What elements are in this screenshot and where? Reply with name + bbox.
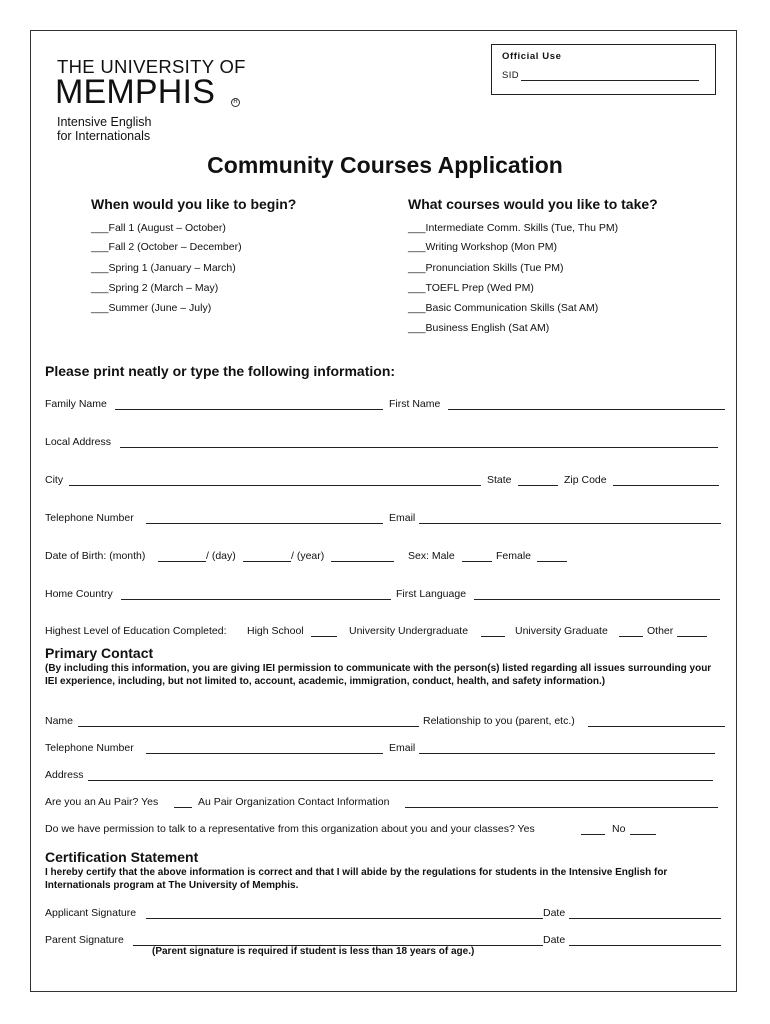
- official-use-label: Official Use: [502, 51, 562, 62]
- logo-memphis: MEMPHIS: [55, 73, 216, 111]
- family-name-label: Family Name: [45, 398, 107, 410]
- logo-program-line2: for Internationals: [57, 129, 151, 143]
- email-field[interactable]: [419, 523, 721, 524]
- education-undergrad-label: University Undergraduate: [349, 625, 469, 637]
- begin-option-label: Spring 2 (March – May): [108, 282, 219, 294]
- state-field[interactable]: [518, 485, 558, 486]
- email-label: Email: [389, 512, 416, 524]
- info-heading: Please print neatly or type the following information:: [45, 363, 396, 379]
- applicant-date-field[interactable]: [569, 918, 721, 919]
- contact-name-label: Name: [45, 715, 74, 727]
- course-option-label: Writing Workshop (Mon PM): [425, 241, 558, 253]
- sex-female-label: Female: [496, 550, 532, 562]
- course-option-label: Pronunciation Skills (Tue PM): [425, 262, 564, 274]
- logo-program: [57, 115, 217, 143]
- permission-yes-field[interactable]: [581, 834, 605, 835]
- education-undergrad-field[interactable]: [481, 636, 505, 637]
- au-pair-info-label: Au Pair Organization Contact Information: [198, 796, 390, 808]
- begin-option-label: Summer (June – July): [108, 302, 212, 314]
- contact-email-field[interactable]: [419, 753, 715, 754]
- dob-month-label: Date of Birth: (month): [45, 550, 146, 562]
- education-other-label: Other: [647, 625, 674, 637]
- dob-month-field[interactable]: [158, 561, 206, 562]
- parent-signature-label: Parent Signature: [45, 934, 124, 946]
- sid-field[interactable]: [521, 80, 699, 81]
- first-language-label: First Language: [396, 588, 467, 600]
- permission-no-field[interactable]: [630, 834, 656, 835]
- contact-name-field[interactable]: [78, 726, 419, 727]
- local-address-field[interactable]: [120, 447, 718, 448]
- contact-email-label: Email: [389, 742, 416, 754]
- dob-day-label: / (day): [206, 550, 236, 562]
- course-option-toefl[interactable]: ___TOEFL Prep (Wed PM): [408, 282, 534, 294]
- begin-option-label: Spring 1 (January – March): [108, 262, 236, 274]
- au-pair-label: Are you an Au Pair? Yes: [45, 796, 159, 808]
- applicant-signature-label: Applicant Signature: [45, 907, 137, 919]
- sex-male-label: Sex: Male: [408, 550, 455, 562]
- registered-mark: R: [231, 98, 240, 107]
- education-other-field[interactable]: [677, 636, 707, 637]
- logo-program-line1: Intensive English: [57, 115, 152, 129]
- begin-option-fall2[interactable]: ___Fall 2 (October – December): [91, 241, 242, 253]
- relationship-label: Relationship to you (parent, etc.): [423, 715, 575, 727]
- city-field[interactable]: [69, 485, 481, 486]
- relationship-field[interactable]: [588, 726, 725, 727]
- parent-date-label: Date: [543, 934, 566, 946]
- education-label: Highest Level of Education Completed:: [45, 625, 227, 637]
- au-pair-info-field[interactable]: [405, 807, 718, 808]
- page-title: Community Courses Application: [207, 152, 563, 178]
- sex-male-field[interactable]: [462, 561, 492, 562]
- official-use-box: [491, 44, 716, 95]
- first-name-field[interactable]: [448, 409, 725, 410]
- begin-option-fall1[interactable]: ___Fall 1 (August – October): [91, 222, 226, 234]
- certification-text: I hereby certify that the above information is correct and that I will abide by the regulations for students in the Intensive English for Internationals program at The University of Memphis.: [45, 867, 668, 891]
- course-option-label: Business English (Sat AM): [425, 322, 550, 334]
- education-graduate-field[interactable]: [619, 636, 643, 637]
- permission-no-label: No: [612, 823, 626, 835]
- family-name-field[interactable]: [115, 409, 383, 410]
- certification-heading: Certification Statement: [45, 849, 199, 865]
- primary-contact-heading: Primary Contact: [45, 645, 154, 661]
- education-graduate-label: University Graduate: [515, 625, 608, 637]
- state-label: State: [487, 474, 512, 486]
- permission-label: Do we have permission to talk to a representative from this organization about you and your classes? Yes: [45, 823, 535, 835]
- dob-year-label: / (year): [291, 550, 325, 562]
- zip-label: Zip Code: [564, 474, 607, 486]
- zip-field[interactable]: [613, 485, 719, 486]
- course-option-pronunciation[interactable]: ___Pronunciation Skills (Tue PM): [408, 262, 564, 274]
- contact-address-label: Address: [45, 769, 84, 781]
- primary-contact-note: (By including this information, you are giving IEI permission to communicate with the person(s) listed regarding all issues surrounding your IEI experience, including, but not limited to, account, academic, immigration, conduct, health, and safety information.): [45, 663, 712, 687]
- begin-option-spring2[interactable]: ___Spring 2 (March – May): [91, 282, 219, 294]
- logo-university-line: THE UNIVERSITY OF: [57, 56, 246, 77]
- begin-option-label: Fall 2 (October – December): [108, 241, 242, 253]
- course-option-basic[interactable]: ___Basic Communication Skills (Sat AM): [408, 302, 599, 314]
- contact-telephone-label: Telephone Number: [45, 742, 134, 754]
- dob-year-field[interactable]: [331, 561, 394, 562]
- home-country-field[interactable]: [121, 599, 391, 600]
- education-high-school-field[interactable]: [311, 636, 337, 637]
- course-option-label: Basic Communication Skills (Sat AM): [425, 302, 599, 314]
- parent-signature-note: (Parent signature is required if student is less than 18 years of age.): [152, 946, 475, 957]
- local-address-label: Local Address: [45, 436, 111, 448]
- course-option-business[interactable]: ___Business English (Sat AM): [408, 322, 550, 334]
- city-label: City: [45, 474, 64, 486]
- sid-label: SID: [502, 70, 520, 81]
- begin-option-summer[interactable]: ___Summer (June – July): [91, 302, 212, 314]
- begin-option-label: Fall 1 (August – October): [108, 222, 226, 234]
- begin-option-spring1[interactable]: ___Spring 1 (January – March): [91, 262, 236, 274]
- begin-heading: When would you like to begin?: [91, 196, 297, 212]
- dob-day-field[interactable]: [243, 561, 291, 562]
- course-option-label: Intermediate Comm. Skills (Tue, Thu PM): [425, 222, 619, 234]
- course-option-writing[interactable]: ___Writing Workshop (Mon PM): [408, 241, 558, 253]
- parent-date-field[interactable]: [569, 945, 721, 946]
- au-pair-yes-field[interactable]: [174, 807, 192, 808]
- first-name-label: First Name: [389, 398, 441, 410]
- first-language-field[interactable]: [474, 599, 720, 600]
- course-option-label: TOEFL Prep (Wed PM): [425, 282, 534, 294]
- sex-female-field[interactable]: [537, 561, 567, 562]
- course-option-intermediate[interactable]: ___Intermediate Comm. Skills (Tue, Thu PM): [408, 222, 619, 234]
- home-country-label: Home Country: [45, 588, 113, 600]
- courses-heading: What courses would you like to take?: [408, 196, 658, 212]
- applicant-date-label: Date: [543, 907, 566, 919]
- telephone-field[interactable]: [146, 523, 383, 524]
- contact-address-field[interactable]: [88, 780, 713, 781]
- applicant-signature-field[interactable]: [146, 918, 543, 919]
- telephone-label: Telephone Number: [45, 512, 134, 524]
- contact-telephone-field[interactable]: [146, 753, 383, 754]
- education-high-school-label: High School: [247, 625, 304, 637]
